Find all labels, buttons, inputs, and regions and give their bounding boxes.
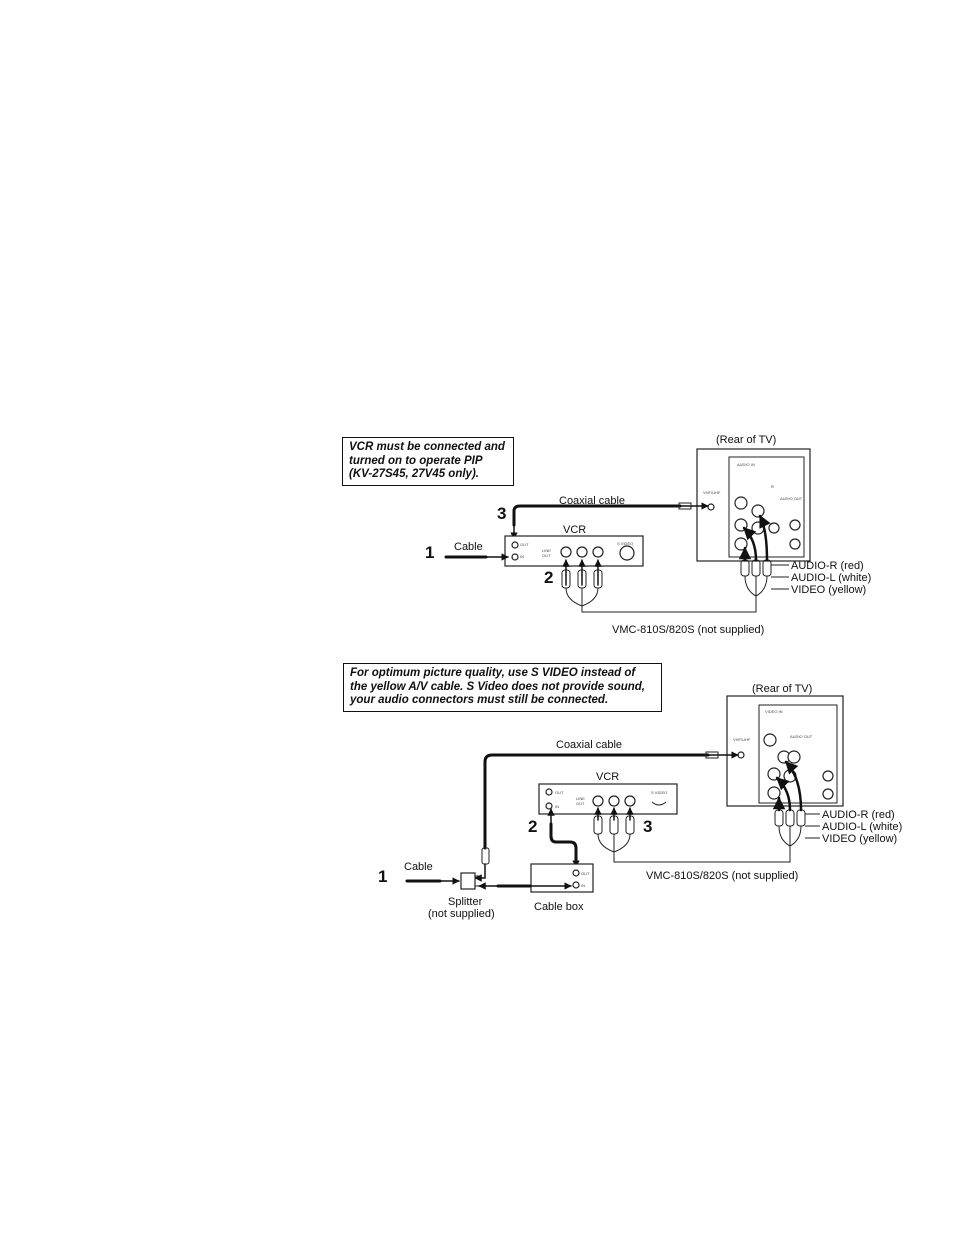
- audio-r-label-2: AUDIO-R (red): [822, 809, 895, 821]
- tv2-audio-in-jack[interactable]: [764, 734, 776, 746]
- cable-box-label: Cable box: [534, 901, 584, 913]
- rear-of-tv-label: (Rear of TV): [716, 434, 777, 446]
- svg-text:LINE: LINE: [576, 796, 585, 801]
- svg-text:OUT: OUT: [542, 553, 551, 558]
- av-cable-label: VMC-810S/820S (not supplied): [612, 624, 765, 636]
- svg-text:AUDIO OUT: AUDIO OUT: [780, 496, 803, 501]
- splitter-note-label: (not supplied): [428, 908, 495, 920]
- svg-text:OUT: OUT: [581, 871, 590, 876]
- pip-note-line-1: VCR must be connected and: [349, 441, 505, 453]
- tv-audio-in-jack[interactable]: [735, 497, 747, 509]
- coaxial-cable-label-2: Coaxial cable: [556, 739, 623, 751]
- svg-text:S VIDEO: S VIDEO: [617, 541, 634, 546]
- tv-aux-jack-2[interactable]: [790, 520, 800, 530]
- vcr-rear-panel-2: [539, 784, 677, 814]
- tv2-aux-jack-1[interactable]: [823, 771, 833, 781]
- av-cable-label-2: VMC-810S/820S (not supplied): [646, 870, 799, 882]
- splitter-label: Splitter: [448, 896, 483, 908]
- coaxial-cable: [514, 506, 680, 525]
- s-video-note-line-3: your audio connectors must still be connected.: [350, 694, 609, 706]
- vcr-rear-panel: [505, 536, 643, 566]
- svg-text:VHF/UHF: VHF/UHF: [703, 490, 721, 495]
- svg-text:OUT: OUT: [520, 542, 529, 547]
- vcr-label: VCR: [563, 524, 587, 536]
- video-label-2: VIDEO (yellow): [822, 833, 898, 845]
- svg-text:VHF/UHF: VHF/UHF: [733, 737, 751, 742]
- vcr2-video-out-jack[interactable]: [625, 796, 635, 806]
- tv-aux-jack-3[interactable]: [790, 539, 800, 549]
- pip-note-line-3: (KV-27S45, 27V45 only).: [349, 468, 479, 480]
- step-2-label: 2: [544, 568, 554, 587]
- vcr-rf-in-jack[interactable]: [512, 554, 518, 560]
- rear-of-tv-label-2: (Rear of TV): [752, 683, 813, 695]
- av-cable-vcr-end: [562, 560, 602, 606]
- vcr-audio-l-out-jack[interactable]: [577, 547, 587, 557]
- vcr-s-video-jack[interactable]: [620, 546, 634, 560]
- tv2-video-in-jack[interactable]: [788, 751, 800, 763]
- svg-text:IN: IN: [520, 554, 524, 559]
- vcr2-rf-in-jack[interactable]: [546, 803, 552, 809]
- svg-text:AUDIO IN: AUDIO IN: [737, 462, 755, 467]
- svg-text:OUT: OUT: [555, 790, 564, 795]
- step-1-label-2: 1: [378, 867, 388, 886]
- cable-box-in-jack[interactable]: [573, 882, 579, 888]
- tv-antenna-jack[interactable]: [708, 504, 714, 510]
- step-3-label-2: 3: [643, 817, 653, 836]
- diagram-vcr-only: [425, 434, 871, 636]
- svg-text:VIDEO IN: VIDEO IN: [765, 709, 783, 714]
- tv-aux-jack-1[interactable]: [769, 523, 779, 533]
- splitter: [461, 873, 480, 889]
- video-label: VIDEO (yellow): [791, 584, 867, 596]
- step-3-label: 3: [497, 504, 507, 523]
- step-1-label: 1: [425, 543, 435, 562]
- vcr2-audio-r-out-jack[interactable]: [593, 796, 603, 806]
- svg-text:S VIDEO: S VIDEO: [651, 790, 668, 795]
- coaxial-cable-label: Coaxial cable: [559, 495, 626, 507]
- cable-box-out-jack[interactable]: [573, 870, 579, 876]
- cable-box: [531, 864, 593, 892]
- vcr-audio-r-out-jack[interactable]: [561, 547, 571, 557]
- s-video-note-line-2: the yellow A/V cable. S Video does not provide sound,: [350, 680, 646, 693]
- tv-video-in-jack[interactable]: [752, 505, 764, 517]
- tv2-aux-jack-2[interactable]: [823, 789, 833, 799]
- pip-note-line-2: turned on to operate PIP: [349, 454, 483, 467]
- av-cable-main-2: [614, 846, 790, 862]
- svg-text:IN: IN: [555, 804, 559, 809]
- cable-box-to-vcr-cable: [551, 824, 576, 864]
- svg-text:AUDIO OUT: AUDIO OUT: [790, 734, 813, 739]
- vcr2-rf-out-jack[interactable]: [546, 789, 552, 795]
- audio-r-label: AUDIO-R (red): [791, 560, 864, 572]
- audio-l-label: AUDIO-L (white): [791, 572, 872, 584]
- vcr-label-2: VCR: [596, 771, 620, 783]
- vcr2-audio-l-out-jack[interactable]: [609, 796, 619, 806]
- svg-text:LINE: LINE: [542, 548, 551, 553]
- s-video-note-line-1: For optimum picture quality, use S VIDEO instead of: [350, 667, 636, 679]
- coaxial-plug-2: [482, 848, 489, 864]
- audio-l-label-2: AUDIO-L (white): [822, 821, 903, 833]
- diagram-vcr-cable-box: [378, 683, 902, 920]
- vcr-rf-out-jack[interactable]: [512, 542, 518, 548]
- svg-text:OUT: OUT: [576, 801, 585, 806]
- tv2-antenna-jack[interactable]: [738, 752, 744, 758]
- av-cable-main: [582, 596, 756, 612]
- vcr-video-out-jack[interactable]: [593, 547, 603, 557]
- step-2-label-2: 2: [528, 817, 538, 836]
- svg-text:R: R: [771, 484, 774, 489]
- svg-text:IN: IN: [581, 883, 585, 888]
- cable-label: Cable: [454, 541, 483, 553]
- cable-label-2: Cable: [404, 861, 433, 873]
